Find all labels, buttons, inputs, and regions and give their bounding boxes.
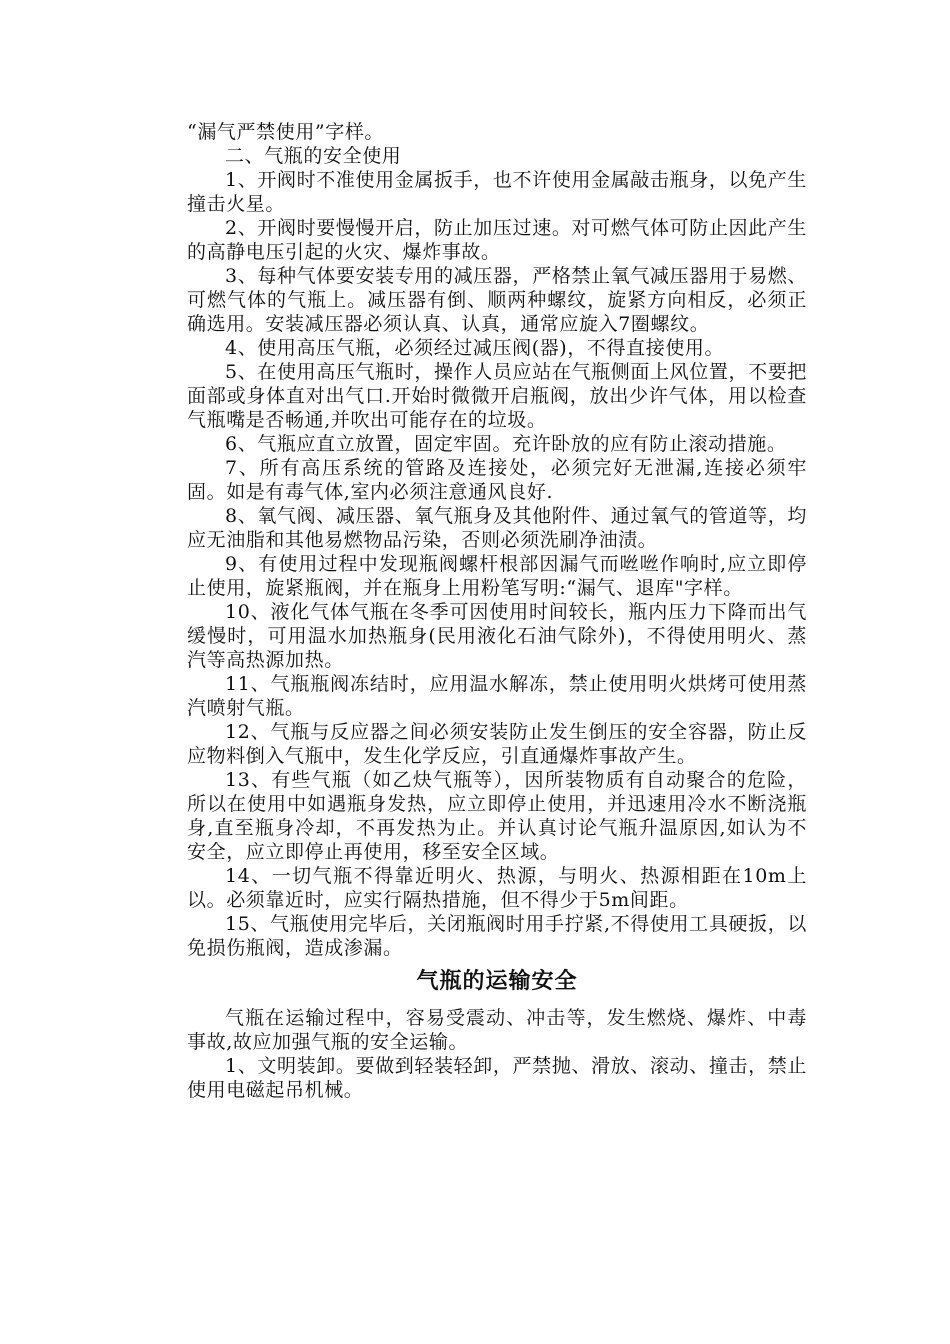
usage-item-13: 13、有些气瓶（如乙炔气瓶等），因所装物质有自动聚合的危险，所以在使用中如遇瓶身发热，应立即停止使用，并迅速用冷水不断浇瓶身,直至瓶身冷却，不再发热为止。并认真讨论气瓶升温原因,如认为不安全，应立即停止再使用，移至安全区域。 [187, 769, 807, 863]
section-title: 二、气瓶的安全使用 [225, 145, 402, 167]
usage-item-10: 10、液化气体气瓶在冬季可因使用时间较长，瓶内压力下降而出气缓慢时，可用温水加热瓶身(民用液化石油气除外)，不得使用明火、蒸汽等高热源加热。 [187, 601, 807, 671]
transport-heading: 气瓶的运输安全 [416, 969, 578, 994]
usage-item-11: 11、气瓶瓶阀冻结时，应用温水解冻，禁止使用明火烘烤可使用蒸汽喷射气瓶。 [187, 673, 807, 719]
usage-item-6: 6、气瓶应直立放置，固定牢固。充许卧放的应有防止滚动措施。 [225, 433, 787, 455]
usage-item-15: 15、气瓶使用完毕后，关闭瓶阀时用手拧紧,不得使用工具硬扳，以免损伤瓶阀，造成渗漏。 [187, 913, 807, 959]
continuation-text: “漏气严禁使用”字样。 [187, 121, 385, 143]
usage-item-2: 2、开阀时要慢慢开启，防止加压过速。对可燃气体可防止因此产生的高静电压引起的火灾、爆炸事故。 [187, 217, 807, 263]
usage-item-3: 3、每种气体要安装专用的减压器，严格禁止氧气减压器用于易燃、可燃气体的气瓶上。减压器有倒、顺两种螺纹，旋紧方向相反，必须正确选用。安装减压器必须认真、认真，通常应旋入7圈螺纹。 [187, 265, 807, 335]
document-body [187, 120, 807, 1102]
transport-intro: 气瓶在运输过程中，容易受震动、冲击等，发生燃烧、爆炸、中毒事故,故应加强气瓶的安全运输。 [187, 1007, 807, 1053]
usage-item-14: 14、一切气瓶不得靠近明火、热源，与明火、热源相距在10m上以。必须靠近时，应实行隔热措施，但不得少于5m间距。 [187, 865, 807, 911]
usage-item-5: 5、在使用高压气瓶时，操作人员应站在气瓶侧面上风位置，不要把面部或身体直对出气口.开始时微微开启瓶阀，放出少许气体，用以检查气瓶嘴是否畅通,并吹出可能存在的垃圾。 [187, 361, 807, 431]
usage-item-4: 4、使用高压气瓶，必须经过减压阀(器)，不得直接使用。 [225, 337, 725, 359]
transport-item-1: 1、文明装卸。要做到轻装轻卸，严禁抛、滑放、滚动、撞击，禁止使用电磁起吊机械。 [187, 1055, 807, 1101]
usage-item-8: 8、氧气阀、减压器、氧气瓶身及其他附件、通过氧气的管道等，均应无油脂和其他易燃物品污染，否则必须洗刷净油渍。 [187, 505, 807, 551]
usage-item-12: 12、气瓶与反应器之间必须安装防止发生倒压的安全容器，防止反应物料倒入气瓶中，发生化学反应，引直通爆炸事故产生。 [187, 721, 807, 767]
usage-item-7: 7、所有高压系统的管路及连接处，必须完好无泄漏,连接必须牢固。如是有毒气体,室内必须注意通风良好. [187, 457, 807, 503]
usage-item-9: 9、有使用过程中发现瓶阀螺杆根部因漏气而咝咝作响时,应立即停止使用，旋紧瓶阀，并在瓶身上用粉笔写明:“漏气、退库"字样。 [187, 553, 807, 599]
usage-item-1: 1、开阀时不准使用金属扳手，也不许使用金属敲击瓶身，以免产生撞击火星。 [187, 169, 807, 215]
